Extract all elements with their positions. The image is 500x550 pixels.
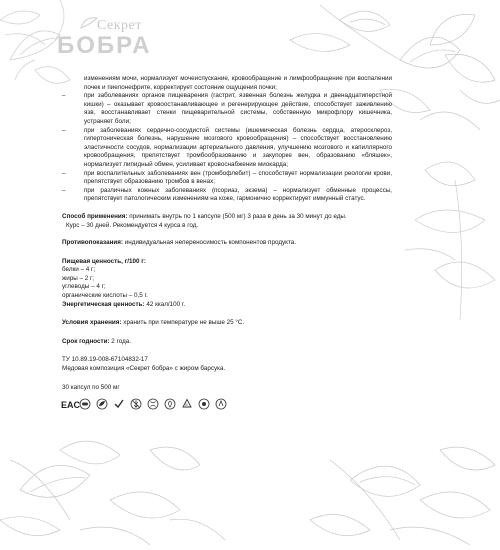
svg-text:5: 5 [185, 402, 188, 407]
indications-list [62, 75, 392, 204]
list-item: – при различных кожных заболеваниях (псориаз, экзема) – нормализует обменные процессы, препятствует патологическим изменениям на коже, гармонично корректирует иммунный статус. [62, 186, 392, 203]
beaver-logo-icon [79, 14, 99, 32]
gluten-free-icon [130, 398, 142, 410]
energy-label: Энергетическая ценность: [62, 300, 145, 308]
list-item: изменениям мочи, нормализует мочеиспускание, кровообращение и лимфообращение при воспалении почек и пиелонефрите, корректирует состояние ощущения почки; [84, 75, 392, 91]
no-dyes-icon [198, 398, 210, 410]
eac-icon [61, 398, 81, 410]
contra-label: Противопоказания: [62, 239, 124, 247]
quality-check-icon [113, 398, 125, 410]
svg-text:EAC: EAC [61, 399, 81, 410]
storage-text: хранить при температуре не выше 25 °С. [121, 319, 245, 327]
recycle-icon [181, 398, 193, 410]
usage-label: Способ применения: [62, 212, 128, 220]
nutrition-line: белки – 4 г; [62, 266, 96, 274]
logo-top-text: Секрет [97, 18, 142, 33]
flower-decor-bottom-left [0, 430, 230, 550]
nutrition-section [62, 258, 392, 310]
nutrition-line: углеводы – 4 г; [62, 283, 106, 291]
flower-decor-bottom-right [290, 440, 500, 550]
eco-icon [164, 398, 176, 410]
list-item: – при заболеваниях сердечно-сосудистой системы (ишемическая болезнь сердца, атеросклероз, гипертоническая болезнь, нарушение мозгового кровообращения) – способствует восстановлению эластичности сосудов, нормализации артериального давления, улучшению мозгового и капиллярного кровообращения, препятствует тромбообразованию и закупорке вен, образованию «бляшек», нормализует липидный обмен, усиливает кровоснабжение миокарда; [62, 126, 392, 168]
brand-logo [57, 14, 167, 62]
list-item: – при воспалительных заболеваниях вен (тромбофлебит) – способствует нормализации реологии крови, препятствует образованию тромбов в венах; [62, 169, 392, 186]
tu-code: ТУ 10.89.19-008-67104832-17 [62, 356, 148, 364]
storage-section [62, 319, 392, 328]
logo-bottom-text: БОБРА [57, 32, 152, 59]
list-item: – при заболеваниях органов пищеварения (гастрит, язвенная болезнь желудка и двенадцатиперстной кишки) – оказывает кровоостанавливающее и регенерирующее действие, способствует заживлению язв, восстанавливает стенки пищеварительной системы, собственную микрофлору кишечника, устраняет боли; [62, 92, 392, 125]
package-section [62, 384, 392, 393]
capsule-icon [79, 398, 91, 410]
product-description [62, 75, 392, 392]
flower-decor-right [405, 150, 500, 320]
energy-text: 42 ккал/100 г. [144, 300, 186, 308]
shelf-life-section [62, 338, 392, 347]
shelf-text: 2 года. [109, 337, 132, 345]
usage-text: принимать внутрь по 1 капсуле (500 мг) 3 раза в день за 30 минут до еды. [127, 212, 347, 220]
usage-course: Курс – 30 дней. Рекомендуется 4 курса в год. [66, 221, 199, 229]
leaf-icon [96, 398, 108, 410]
nutrition-label: Пищевая ценность, г/100 г: [62, 257, 146, 265]
package-info: 30 капсул по 500 мг [62, 383, 120, 391]
storage-label: Условия хранения: [62, 319, 122, 327]
certification-icons [62, 397, 227, 411]
shelf-label: Срок годности: [62, 337, 110, 345]
contra-text: индивидуальная непереносимость компонентов продукта. [123, 239, 297, 247]
non-gmo-icon [147, 398, 159, 410]
nutrition-line: органические кислоты – 0,5 г. [62, 292, 148, 300]
contraindications-section [62, 239, 392, 248]
composition: Медовая композиция «Секрет бобра» с жиром барсука. [62, 365, 226, 373]
natural-icon [215, 398, 227, 410]
nutrition-line: жиры – 2 г; [62, 274, 95, 282]
usage-section [62, 213, 392, 230]
spec-section [62, 356, 392, 373]
